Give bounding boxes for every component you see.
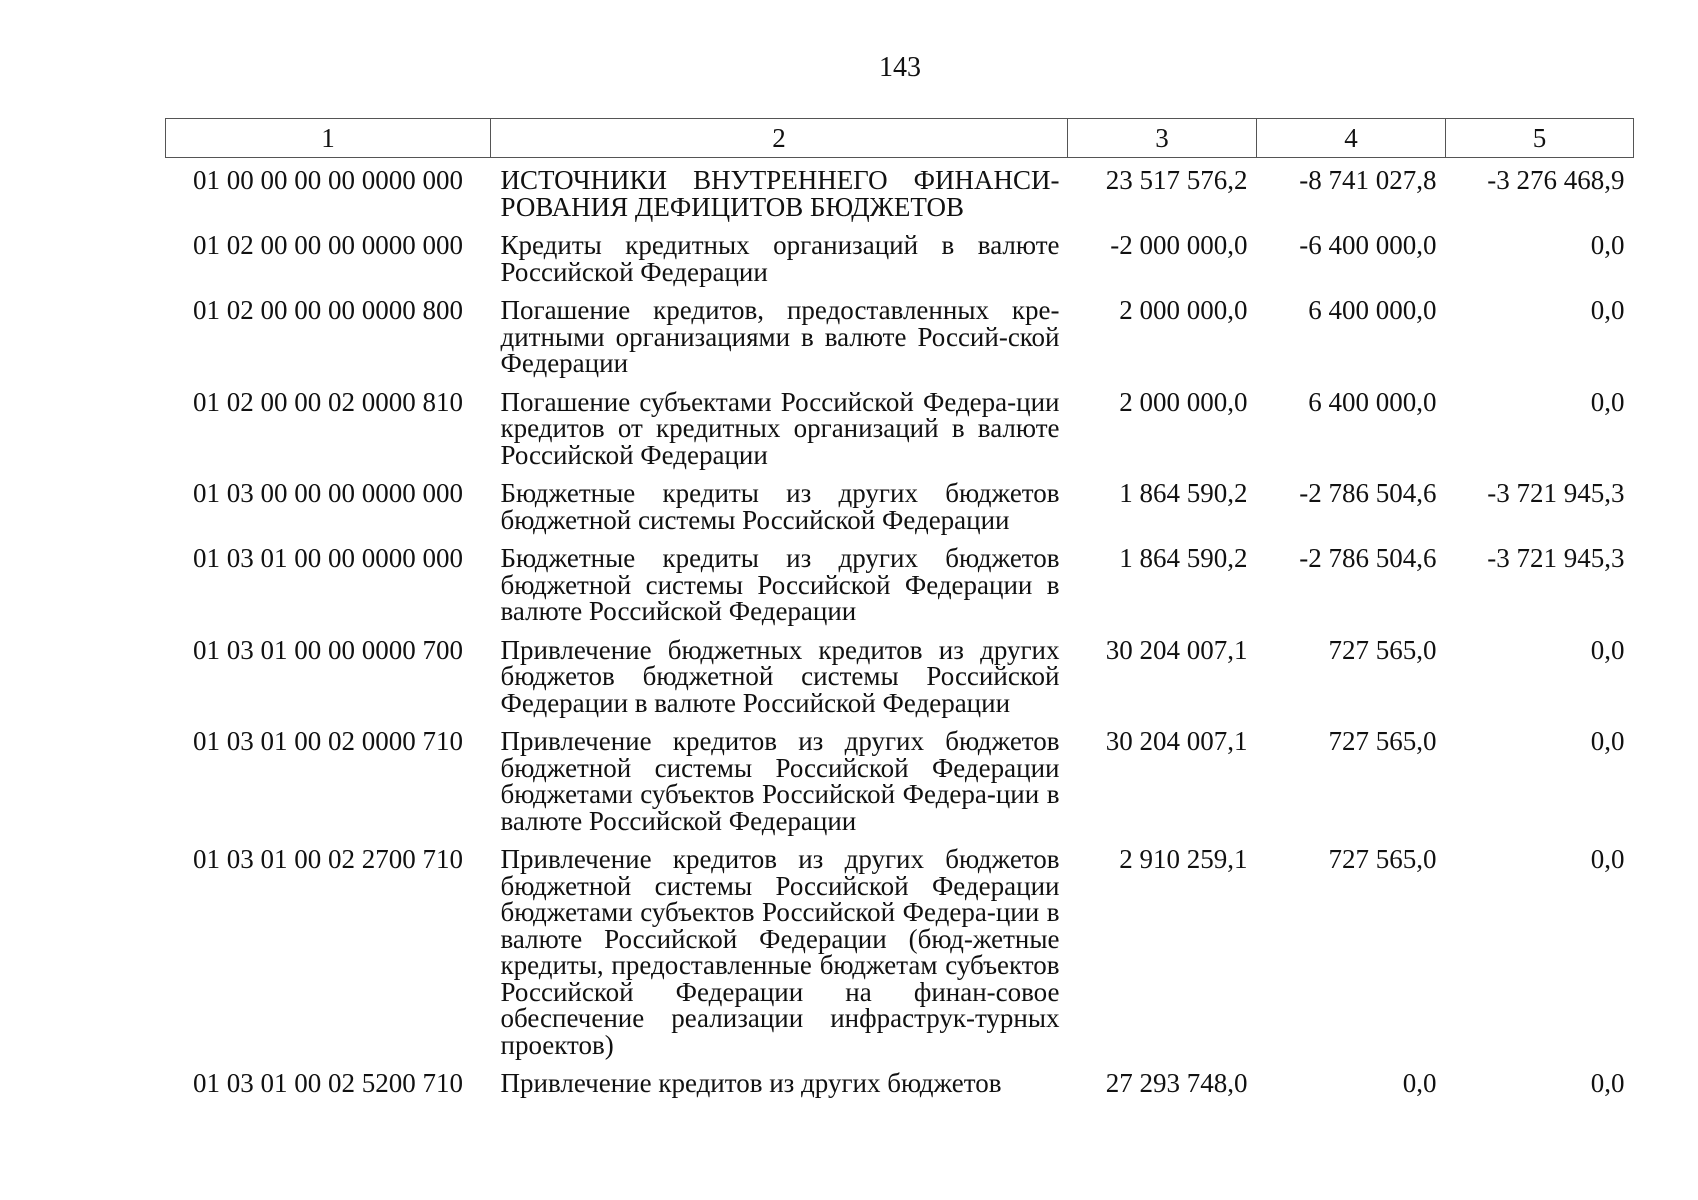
amount-col-3: 30 204 007,1	[1105, 634, 1248, 665]
amount-col-5: 0,0	[1590, 230, 1625, 260]
column-header-4: 4	[1257, 119, 1446, 158]
budget-code: 01 02 00 00 00 0000 000	[193, 230, 463, 260]
item-name: Бюджетные кредиты из других бюджетов бюджетной системы Российской Федерации	[500, 478, 1060, 535]
budget-code: 01 03 00 00 00 0000 000	[193, 478, 463, 508]
table-row	[166, 1061, 1634, 1100]
table-header	[166, 119, 1634, 158]
item-name: Бюджетные кредиты из других бюджетов бюджетной системы Российской Федерации в валюте Российской Федерации	[500, 543, 1060, 626]
amount-col-5: 0,0	[1590, 386, 1625, 417]
budget-code: 01 03 01 00 00 0000 700	[193, 634, 463, 665]
table-row	[166, 837, 1634, 1061]
budget-code: 01 03 01 00 00 0000 000	[193, 543, 463, 573]
amount-col-4: 727 565,0	[1328, 634, 1437, 665]
amount-col-5: 0,0	[1590, 726, 1625, 756]
column-header-5: 5	[1446, 119, 1634, 158]
item-name: Погашение субъектами Российской Федера-ции кредитов от кредитных организаций в валюте Российской Федерации	[500, 386, 1060, 470]
amount-col-3: -2 000 000,0	[1110, 230, 1248, 260]
budget-code: 01 03 01 00 02 5200 710	[193, 1068, 463, 1098]
item-name: Привлечение кредитов из других бюджетов бюджетной системы Российской Федерации бюджетами субъектов Российской Федера-ции в валюте Российской Федерации	[500, 726, 1060, 836]
amount-col-3: 2 000 000,0	[1119, 386, 1248, 417]
budget-code: 01 00 00 00 00 0000 000	[193, 165, 463, 195]
table-row	[166, 628, 1634, 720]
amount-col-5: -3 721 945,3	[1487, 543, 1625, 573]
amount-col-5: 0,0	[1590, 634, 1625, 665]
amount-col-4: 0,0	[1402, 1068, 1437, 1098]
page-number: 143	[879, 52, 921, 83]
item-name: ИСТОЧНИКИ ВНУТРЕННЕГО ФИНАНСИ-РОВАНИЯ ДЕФИЦИТОВ БЮДЖЕТОВ	[500, 165, 1060, 222]
table-row	[166, 288, 1634, 380]
table-row	[166, 719, 1634, 837]
budget-code: 01 02 00 00 00 0000 800	[193, 295, 463, 325]
budget-code: 01 02 00 00 02 0000 810	[193, 386, 463, 417]
table-row	[166, 471, 1634, 536]
budget-code: 01 03 01 00 02 2700 710	[193, 844, 463, 874]
amount-col-5: -3 276 468,9	[1487, 165, 1625, 195]
amount-col-5: -3 721 945,3	[1487, 478, 1625, 508]
amount-col-3: 1 864 590,2	[1119, 478, 1248, 508]
amount-col-3: 27 293 748,0	[1105, 1068, 1248, 1098]
budget-code: 01 03 01 00 02 0000 710	[193, 726, 463, 756]
amount-col-4: 6 400 000,0	[1308, 295, 1437, 325]
item-name: Привлечение кредитов из других бюджетов	[500, 1068, 1002, 1098]
table-row	[166, 536, 1634, 628]
budget-sources-table	[165, 118, 1634, 1100]
item-name: Погашение кредитов, предоставленных кре-дитными организациями в валюте Россий-ской Федерации	[500, 295, 1060, 378]
amount-col-5: 0,0	[1590, 1068, 1625, 1098]
table-row	[166, 380, 1634, 472]
amount-col-4: -2 786 504,6	[1299, 478, 1437, 508]
table-row	[166, 158, 1634, 224]
amount-col-3: 30 204 007,1	[1105, 726, 1248, 756]
amount-col-4: -8 741 027,8	[1299, 165, 1437, 195]
amount-col-4: 727 565,0	[1328, 844, 1437, 874]
item-name: Кредиты кредитных организаций в валюте Российской Федерации	[500, 230, 1060, 287]
amount-col-3: 1 864 590,2	[1119, 543, 1248, 573]
header-row	[166, 119, 1634, 158]
amount-col-4: 727 565,0	[1328, 726, 1437, 756]
amount-col-3: 23 517 576,2	[1105, 165, 1248, 195]
amount-col-5: 0,0	[1590, 844, 1625, 874]
table-body	[166, 158, 1634, 1100]
item-name: Привлечение бюджетных кредитов из других бюджетов бюджетной системы Российской Федерации в валюте Российской Федерации	[500, 634, 1060, 718]
column-header-1: 1	[166, 119, 491, 158]
amount-col-4: -6 400 000,0	[1299, 230, 1437, 260]
amount-col-5: 0,0	[1590, 295, 1625, 325]
column-header-2: 2	[491, 119, 1068, 158]
amount-col-4: 6 400 000,0	[1308, 386, 1437, 417]
column-header-3: 3	[1068, 119, 1257, 158]
item-name: Привлечение кредитов из других бюджетов бюджетной системы Российской Федерации бюджетами субъектов Российской Федера-ции в валюте Российской Федерации (бюд-жетные кредиты, предоставленные бюджетам субъектов Российской Федерации на финан-совое обеспечение реализации инфраструк-турных проектов)	[500, 844, 1060, 1060]
table-row	[166, 223, 1634, 288]
amount-col-3: 2 000 000,0	[1119, 295, 1248, 325]
amount-col-4: -2 786 504,6	[1299, 543, 1437, 573]
amount-col-3: 2 910 259,1	[1119, 844, 1248, 874]
